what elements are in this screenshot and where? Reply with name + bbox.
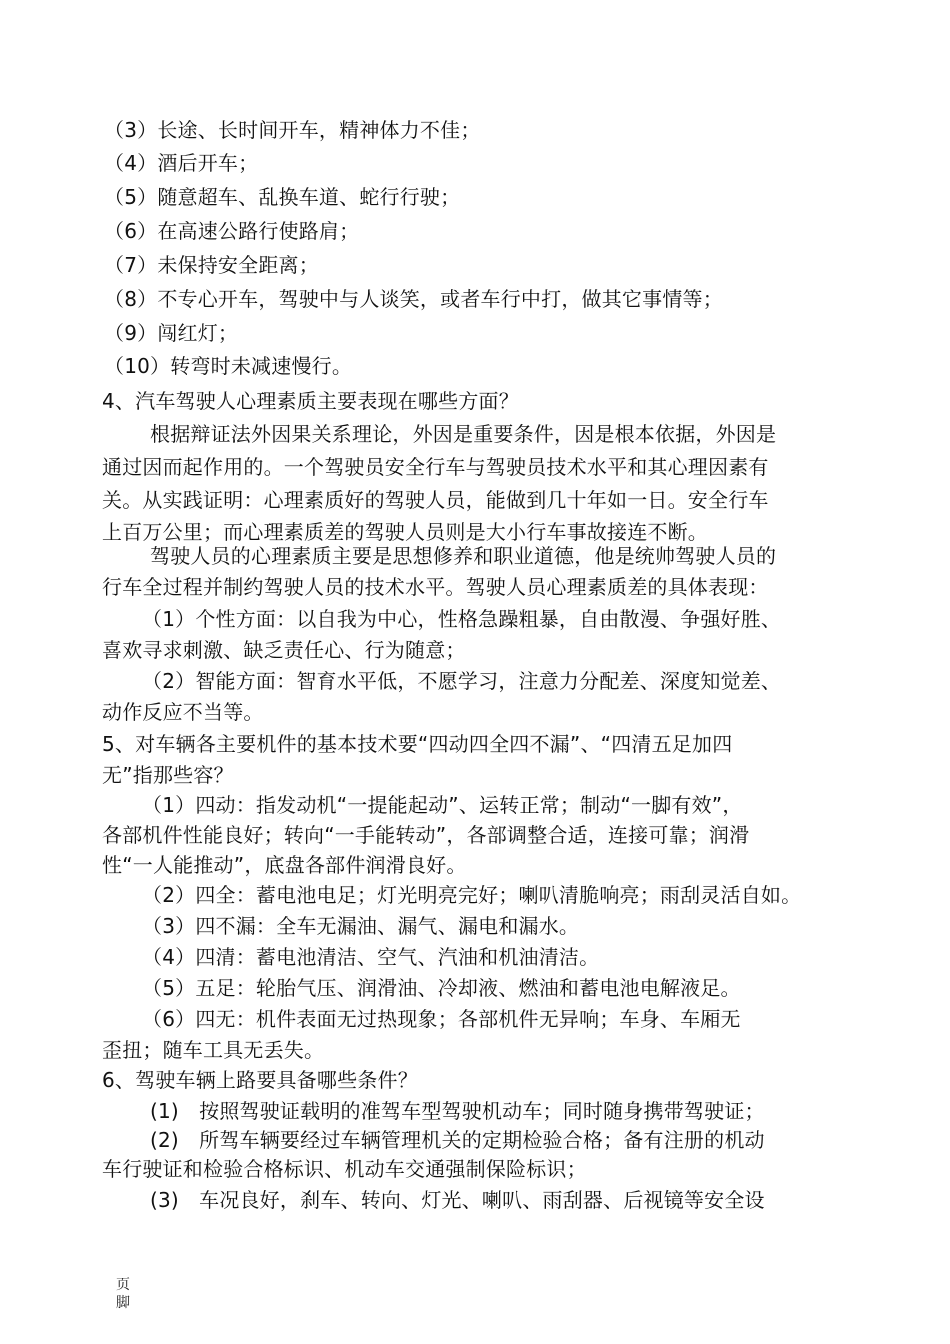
- section-heading: 6、驾驶车辆上路要具备哪些条件？: [102, 1068, 418, 1092]
- text-line: （3）四不漏：全车无漏油、漏气、漏电和漏水。: [142, 914, 580, 938]
- section-heading: 5、对车辆各主要机件的基本技术要“四动四全四不漏”、“四清五足加四: [102, 732, 733, 756]
- text-line: （10）转弯时未减速慢行。: [104, 354, 353, 378]
- text-line: 各部机件性能良好；转向“一手能转动”，各部调整合适，连接可靠；润滑: [102, 823, 750, 847]
- text-line: （4）四清：蓄电池清洁、空气、汽油和机油清洁。: [142, 945, 600, 969]
- text-line: （9）闯红灯；: [104, 321, 239, 345]
- footer-char: 页: [116, 1277, 130, 1293]
- text-line: 通过因而起作用的。一个驾驶员安全行车与驾驶员技术水平和其心理因素有: [102, 455, 769, 479]
- text-line: （3）长途、长时间开车，精神体力不佳；: [104, 118, 481, 142]
- text-line: (1) 按照驾驶证载明的准驾车型驾驶机动车；同时随身携带驾驶证；: [150, 1099, 765, 1123]
- text-line: （2）智能方面：智育水平低，不愿学习，注意力分配差、深度知觉差、: [142, 669, 782, 693]
- text-line: (2) 所驾车辆要经过车辆管理机关的定期检验合格；备有注册的机动: [150, 1128, 765, 1152]
- text-line: 喜欢寻求刺激、缺乏责任心、行为随意；: [102, 638, 466, 662]
- text-line: （1）四动：指发动机“一提能起动”、运转正常；制动“一脚有效”，: [142, 793, 743, 817]
- text-line: 车行驶证和检验合格标识、机动车交通强制保险标识；: [102, 1157, 587, 1181]
- section-heading: 无”指那些容？: [102, 763, 234, 787]
- text-line: 歪扭；随车工具无丢失。: [102, 1038, 325, 1062]
- text-line: （4）酒后开车；: [104, 151, 259, 175]
- text-line: 动作反应不当等。: [102, 700, 264, 724]
- page-footer: [116, 1276, 136, 1312]
- text-line: （5）五足：轮胎气压、润滑油、冷却液、燃油和蓄电池电解液足。: [142, 976, 741, 1000]
- text-line: （8）不专心开车，驾驶中与人谈笑，或者车行中打，做其它事情等；: [104, 287, 723, 311]
- text-line: (3) 车况良好，刹车、转向、灯光、喇叭、雨刮器、后视镜等安全设: [150, 1188, 765, 1212]
- text-line: （6）四无：机件表面无过热现象；各部机件无异响；车身、车厢无: [142, 1007, 741, 1031]
- text-line: 关。从实践证明：心理素质好的驾驶人员，能做到几十年如一日。安全行车: [102, 488, 769, 512]
- text-line: 根据辩证法外因果关系理论，外因是重要条件，因是根本依据，外因是: [150, 422, 777, 446]
- text-line: （5）随意超车、乱换车道、蛇行行驶；: [104, 185, 461, 209]
- text-line: 性“一人能推动”，底盘各部件润滑良好。: [102, 853, 467, 877]
- text-line: （6）在高速公路行使路肩；: [104, 219, 360, 243]
- footer-char: 脚: [116, 1295, 130, 1311]
- text-line: 行车全过程并制约驾驶人员的技术水平。驾驶人员心理素质差的具体表现：: [102, 575, 769, 599]
- text-line: （7）未保持安全距离；: [104, 253, 319, 277]
- section-heading: 4、汽车驾驶人心理素质主要表现在哪些方面？: [102, 389, 519, 413]
- text-line: 驾驶人员的心理素质主要是思想修养和职业道德，他是统帅驾驶人员的: [150, 544, 777, 568]
- text-line: 上百万公里；而心理素质差的驾驶人员则是大小行车事故接连不断。: [102, 520, 708, 544]
- text-line: （1）个性方面：以自我为中心，性格急躁粗暴，自由散漫、争强好胜、: [142, 607, 782, 631]
- text-line: （2）四全：蓄电池电足；灯光明亮完好；喇叭清脆响亮；雨刮灵活自如。: [142, 883, 802, 907]
